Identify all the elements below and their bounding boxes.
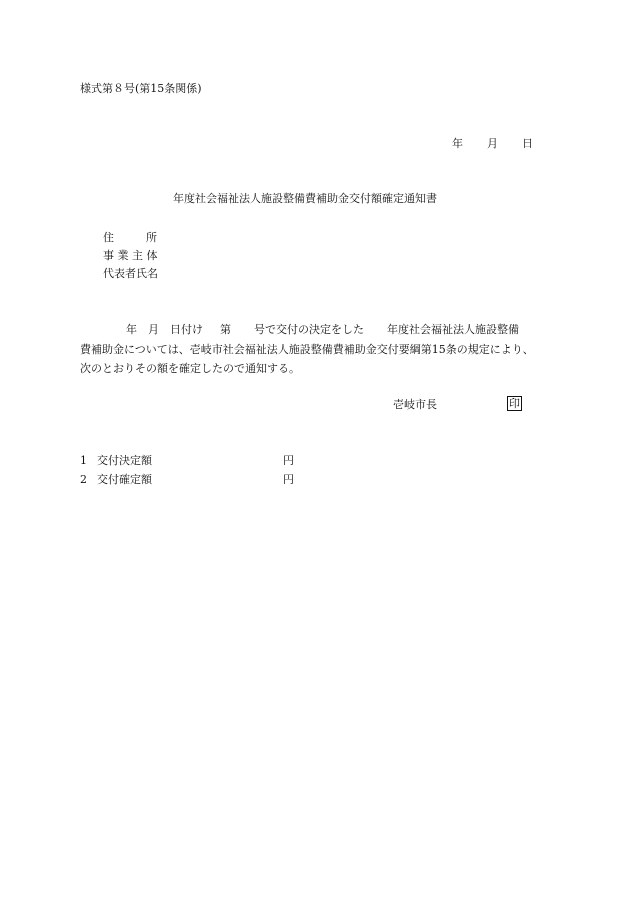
entity-label: 事 業 主 体 — [103, 249, 158, 262]
address-row — [103, 232, 157, 243]
document-title: 年度社会福祉法人施設整備費補助金交付額確定通知書 — [173, 192, 437, 205]
body-dated: 日付け — [170, 323, 203, 336]
representative-label: 代表者氏名 — [103, 267, 158, 280]
item-label: 交付確定額 — [97, 473, 152, 486]
date-year-label: 年 — [452, 137, 463, 150]
item-label: 交付決定額 — [97, 454, 152, 467]
body-year: 年 — [126, 323, 137, 336]
item-number: 1 — [80, 454, 87, 467]
body-line-1 — [80, 324, 519, 335]
address-label-1: 住 — [103, 231, 114, 244]
item-unit: 円 — [283, 454, 294, 467]
body-month: 月 — [148, 323, 159, 336]
date-day-label: 日 — [522, 137, 533, 150]
body-subsidy-head: 年度社会福祉法人施設整備 — [387, 323, 519, 336]
item-number: 2 — [80, 473, 87, 486]
address-label-2: 所 — [146, 231, 157, 244]
body-no: 第 — [220, 323, 231, 336]
body-line-2: 費補助金については、壱岐市社会福祉法人施設整備費補助金交付要綱第15条の規定により、 — [80, 343, 534, 356]
item-unit: 円 — [283, 473, 294, 486]
body-decision: 号で交付の決定をした — [254, 323, 364, 336]
form-number: 様式第８号(第15条関係) — [80, 82, 202, 95]
item-row — [80, 474, 152, 485]
issuer-title: 壱岐市長 — [393, 398, 437, 411]
item-row — [80, 455, 152, 466]
body-line-3: 次のとおりその額を確定したので通知する。 — [80, 362, 300, 375]
date-month-label: 月 — [487, 137, 498, 150]
seal-mark: 印 — [509, 397, 520, 410]
